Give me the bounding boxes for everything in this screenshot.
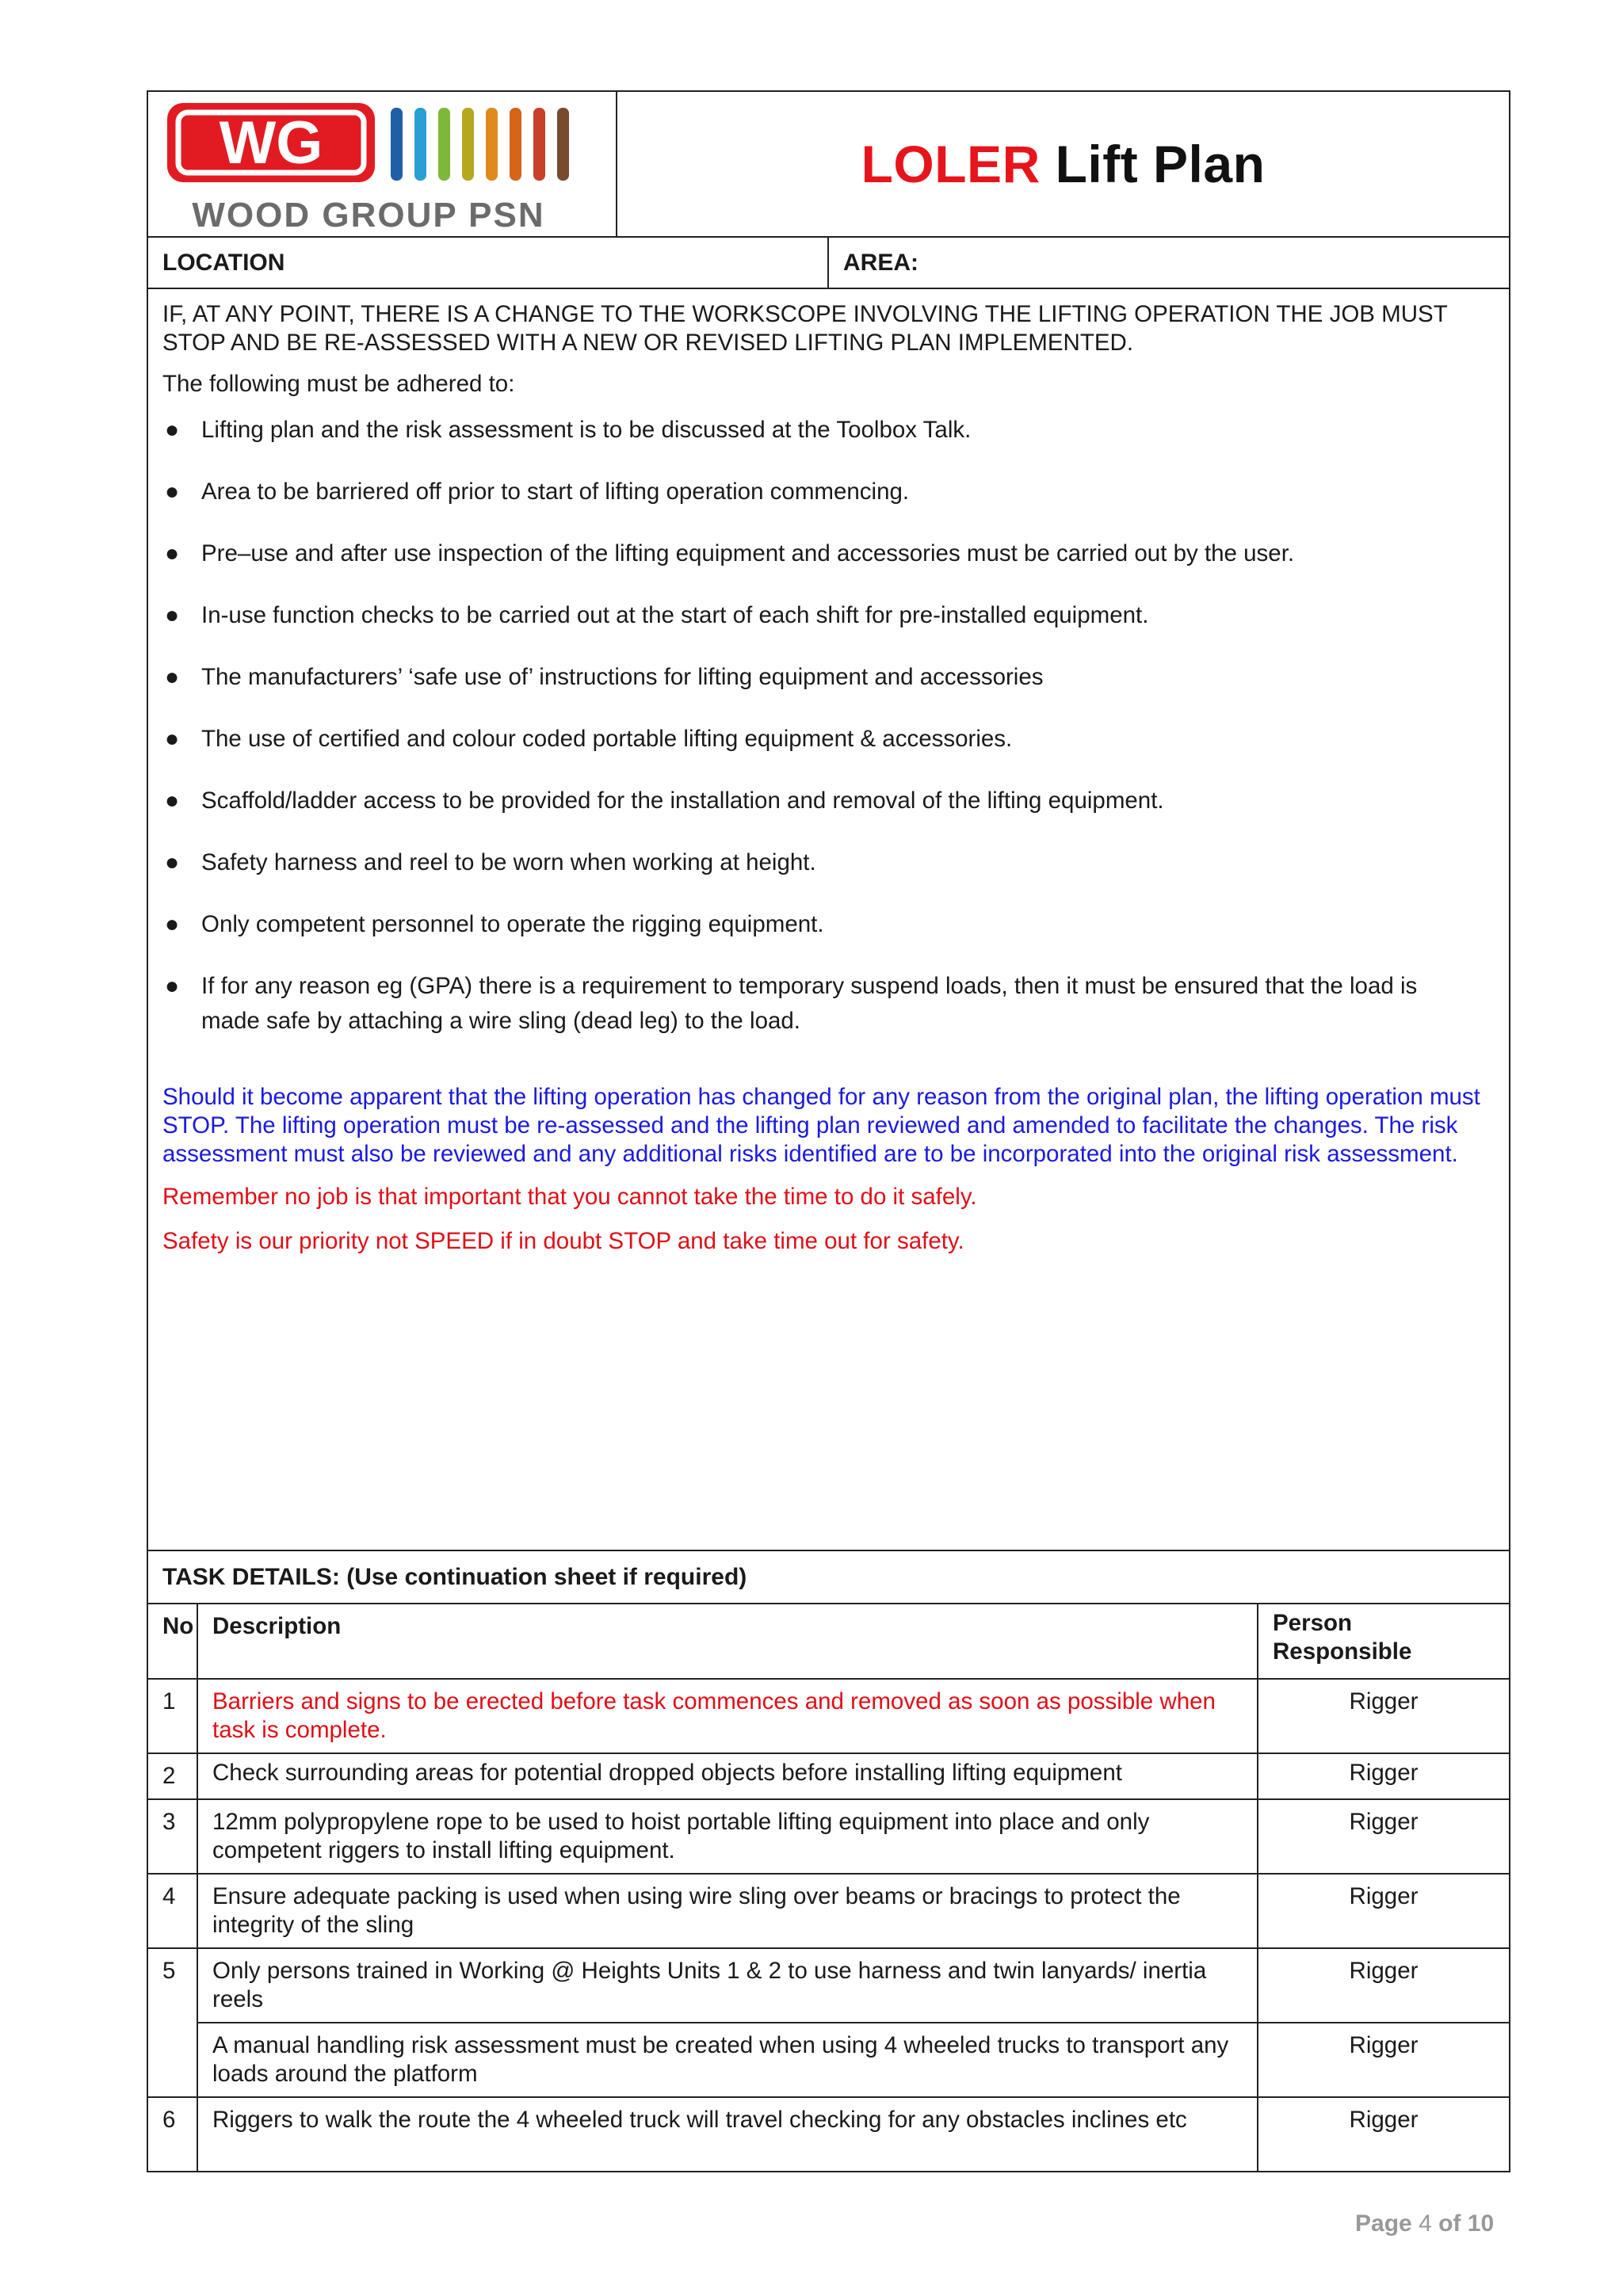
company-logo: [148, 92, 617, 236]
task-description: Riggers to walk the route the 4 wheeled truck will travel checking for any obstacles inclines etc: [197, 2097, 1258, 2172]
title-lift-plan: Lift Plan: [1040, 135, 1266, 193]
table-row: [148, 1679, 1509, 1753]
task-person: Rigger: [1258, 1799, 1509, 1874]
bullet-icon: ●: [165, 540, 180, 566]
task-description: Barriers and signs to be erected before task commences and removed as soon as possible when task is complete.: [197, 1679, 1258, 1753]
task-no: 3: [148, 1799, 197, 1874]
instructions-section: [148, 289, 1509, 1551]
requirements-list: [162, 413, 1480, 1039]
table-header-row: [148, 1604, 1509, 1679]
bullet-icon: ●: [165, 479, 180, 505]
logo-wg-text: WG: [219, 109, 323, 177]
table-row: [148, 1753, 1509, 1799]
task-no: 2: [148, 1753, 197, 1799]
list-item: ● If for any reason eg (GPA) there is a requirement to temporary suspend loads, then it must be ensured that the load is made safe by attaching a wire sling (dead leg) to the load.: [162, 969, 1480, 1039]
change-notice: Should it become apparent that the lifting operation has changed for any reason from the original plan, the lifting operation must STOP. The lifting operation must be re-assessed and the lifting plan reviewed and amended to facilitate the changes. The risk assessment must also be reviewed and any additional risks identified are to be incorporated into the original risk assessment.: [162, 1084, 1480, 1167]
task-person: Rigger: [1258, 2023, 1509, 2097]
col-header-person: Person Responsible: [1258, 1604, 1509, 1679]
task-description: Only persons trained in Working @ Heights Units 1 & 2 to use harness and twin lanyards/ inertia reels: [197, 1948, 1258, 2023]
task-table: [148, 1604, 1509, 2172]
list-item: ● Scaffold/ladder access to be provided for the installation and removal of the lifting equipment.: [162, 784, 1480, 818]
adherence-intro: The following must be adhered to:: [162, 371, 515, 397]
task-person: Rigger: [1258, 1753, 1509, 1799]
location-label: LOCATION: [148, 238, 829, 288]
bullet-icon: ●: [165, 911, 180, 937]
safety-reminder: Remember no job is that important that you cannot take the time to do it safely.: [162, 1184, 977, 1210]
bullet-icon: ●: [165, 788, 180, 814]
task-description: Ensure adequate packing is used when using wire sling over beams or bracings to protect the integrity of the sling: [197, 1874, 1258, 1948]
task-no: 5: [148, 1948, 197, 2097]
task-description: Check surrounding areas for potential dropped objects before installing lifting equipment: [197, 1753, 1258, 1799]
col-header-description: Description: [197, 1604, 1258, 1679]
list-item: ● Only competent personnel to operate the rigging equipment.: [162, 907, 1480, 942]
workscope-warning: IF, AT ANY POINT, THERE IS A CHANGE TO THE WORKSCOPE INVOLVING THE LIFTING OPERATION THE JOB MUST STOP AND BE RE-ASSESSED WITH A NEW OR REVISED LIFTING PLAN IMPLEMENTED.: [162, 301, 1448, 356]
task-no: 6: [148, 2097, 197, 2172]
area-label: AREA:: [843, 249, 918, 276]
bullet-icon: ●: [165, 726, 180, 752]
col-header-no: No: [148, 1604, 197, 1679]
wood-group-logo-icon: [148, 92, 614, 236]
task-no: 1: [148, 1679, 197, 1753]
title-cell: [617, 92, 1509, 236]
logo-company-text: WOOD GROUP PSN: [192, 196, 545, 235]
table-row: [148, 1948, 1509, 2023]
table-row: [148, 1799, 1509, 1874]
page-number: Page 4 of 10: [1355, 2210, 1495, 2237]
bullet-icon: ●: [165, 602, 180, 628]
list-item: ● Pre–use and after use inspection of the lifting equipment and accessories must be carried out by the user.: [162, 536, 1480, 571]
document-frame: [147, 90, 1510, 2172]
list-item: ● Lifting plan and the risk assessment is to be discussed at the Toolbox Talk.: [162, 413, 1480, 448]
bullet-icon: ●: [165, 417, 180, 443]
list-item: ● In-use function checks to be carried out at the start of each shift for pre-installed equipment.: [162, 598, 1480, 633]
page-title: [861, 134, 1266, 194]
task-description: A manual handling risk assessment must be created when using 4 wheeled trucks to transport any loads around the platform: [197, 2023, 1258, 2097]
safety-priority: Safety is our priority not SPEED if in doubt STOP and take time out for safety.: [162, 1228, 964, 1254]
list-item: ● The use of certified and colour coded portable lifting equipment & accessories.: [162, 722, 1480, 757]
task-person: Rigger: [1258, 2097, 1509, 2172]
task-person: Rigger: [1258, 1874, 1509, 1948]
table-row: [148, 1874, 1509, 1948]
list-item: ● Safety harness and reel to be worn when working at height.: [162, 845, 1480, 880]
task-details-heading: TASK DETAILS: (Use continuation sheet if required): [148, 1551, 1509, 1604]
task-description: 12mm polypropylene rope to be used to hoist portable lifting equipment into place and only competent riggers to install lifting equipment.: [197, 1799, 1258, 1874]
header-row: [148, 92, 1509, 238]
bullet-icon: ●: [165, 849, 180, 875]
table-row: [148, 2023, 1509, 2097]
list-item: ● Area to be barriered off prior to start of lifting operation commencing.: [162, 475, 1480, 509]
task-no: 4: [148, 1874, 197, 1948]
task-person: Rigger: [1258, 1948, 1509, 2023]
bullet-icon: ●: [165, 973, 180, 999]
bullet-icon: ●: [165, 664, 180, 690]
title-loler: LOLER: [861, 135, 1041, 193]
list-item: ● The manufacturers’ ‘safe use of’ instructions for lifting equipment and accessories: [162, 660, 1480, 695]
task-person: Rigger: [1258, 1679, 1509, 1753]
location-row: [148, 238, 1509, 289]
table-row: [148, 2097, 1509, 2172]
